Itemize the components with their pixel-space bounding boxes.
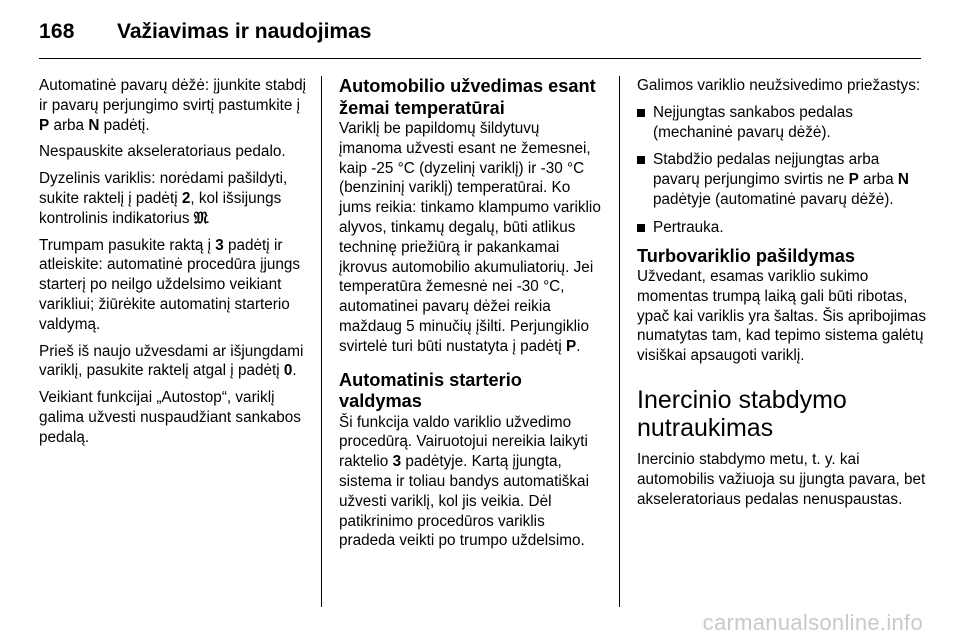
paragraph-turn-key: Trumpam pasukite raktą į 3 padėtį ir atleiskite: automatinė procedūra įjungs starterį po neilgo uždelsimo veikiant varikliui; žiūrėkite automatinį starterio valdymą. (39, 236, 301, 333)
paragraph-accelerator: Nespauskite akseleratoriaus pedalo. (39, 143, 286, 161)
chapter-title: Važiavimas ir naudojimas (117, 20, 372, 43)
header-rule (39, 58, 921, 59)
heading-starter-control: Automatinis starterio valdymas (339, 369, 522, 412)
causes-list (637, 103, 927, 238)
paragraph-restart: Prieš iš naujo užvesdami ar išjungdami variklį, pasukite raktelį atgal į padėtį 0. (39, 342, 304, 380)
page-number: 168 (39, 20, 75, 43)
list-item: Pertrauka. (637, 218, 927, 238)
paragraph-autostop: Veikiant funkcijai „Autostop“, variklį galima užvesti nuspaudžiant sankabos pedalą. (39, 389, 301, 446)
paragraph-inertia-braking: Inercinio stabdymo metu, t. y. kai automobilis važiuoja su įjungta pavara, bet akseleratoriaus pedalas nenuspaustas. (637, 451, 926, 508)
heading-cold-start: Automobilio užvedimas esant žemai temperatūrai (339, 76, 596, 118)
paragraph-starter-control: Ši funkcija valdo variklio užvedimo procedūrą. Vairuotojui nereikia laikyti raktelio 3 padėtyje. Kartą įjungta, sistema ir toliau bandys automatiškai užvesti variklį, kol jis veikia. Dėl patikrinimo procedūros variklis pradeda veikti po trumpo uždelsimo. (339, 413, 589, 550)
column-divider-2 (619, 76, 620, 607)
paragraph-causes-intro: Galimos variklio neužsivedimo priežastys: (637, 77, 921, 94)
column-divider-1 (321, 76, 322, 607)
column-3 (637, 76, 927, 516)
column-1 (39, 76, 307, 455)
glow-plug-icon: 𝔐 (193, 208, 206, 228)
paragraph-automatic-gearbox: Automatinė pavarų dėžė: įjunkite stabdį ir pavarų perjungimo svirtį pastumkite į P arba N padėtį. (39, 77, 307, 134)
paragraph-cold-start: Variklį be papildomų šildytuvų įmanoma užvesti esant ne žemesnei, kaip -25 °C (dyzelinį variklį) ir -30 °C (benzininį variklį) temperatūrai. Ko jums reikia: tinkamo klampumo variklio alyvos, tinkamų degalų, būti atlikus techninę priežiūrą ir pakankamai įkrovus automobilio akumuliatorių. Jei temperatūra žemesnė nei -30 °C, automatinei pavarų dėžei reikia maždaug 5 minučių įšilti. Perjungiklio svirtelė turi būti nustatyta į padėtį P. (339, 120, 601, 355)
heading-turbo-warmup: Turbovariklio pašildymas (637, 245, 855, 266)
list-item: Stabdžio pedalas neįjungtas arba pavarų perjungimo svirtis ne P arba N padėtyje (automatinė pavarų dėžė). (637, 150, 927, 209)
paragraph-diesel: Dyzelinis variklis: norėdami pašildyti, sukite raktelį į padėtį 2, kol išsijungs kontrolinis indikatorius 𝔐. (39, 170, 288, 228)
watermark: carmanualsonline.info (702, 610, 923, 635)
heading-inertia-braking: Inercinio stabdymo nutraukimas (637, 386, 847, 443)
column-2 (339, 76, 605, 558)
list-item: Neįjungtas sankabos pedalas (mechaninė pavarų dėžė). (637, 103, 927, 143)
paragraph-turbo-warmup: Užvedant, esamas variklio sukimo momentas trumpą laiką gali būti ribotas, ypač kai variklis yra šaltas. Šis apribojimas numatytas tam, kad tepimo sistema galėtų visiškai apsaugoti variklį. (637, 268, 927, 365)
page-header (39, 0, 919, 58)
